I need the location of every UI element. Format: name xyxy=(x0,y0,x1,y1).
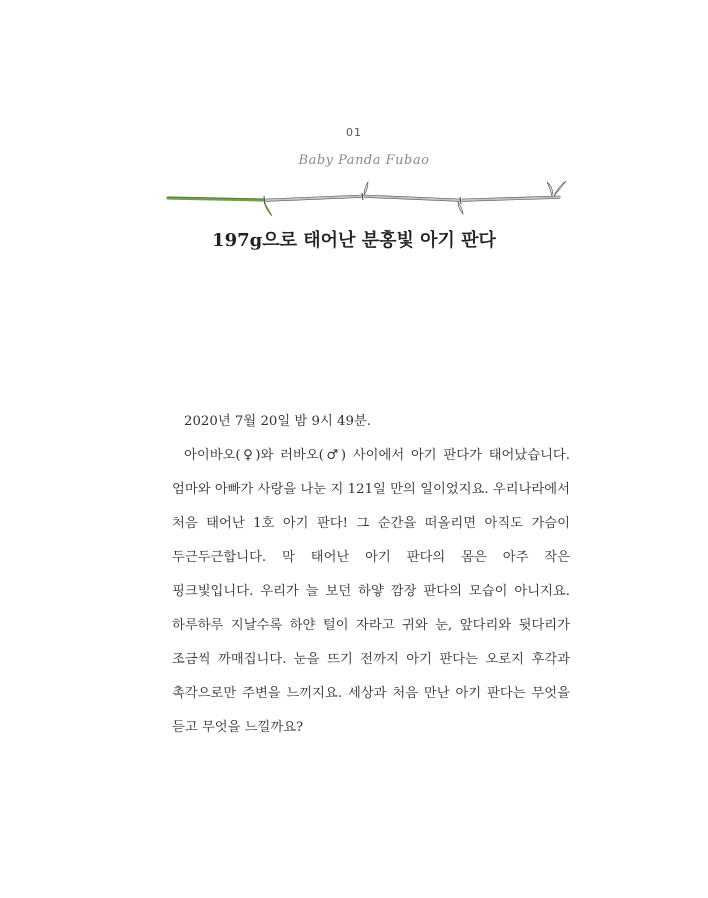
body-text xyxy=(172,405,570,745)
bamboo-leaf-icon xyxy=(547,182,552,196)
paragraph: 아이바오(♀)와 러바오(♂) 사이에서 아기 판다가 태어났습니다. 엄마와 아빠가 사랑을 나눈 지 121일 만의 일이었지요. 우리나라에서 처음 태어난 1호 아기 판다! 그 순간을 떠올리면 아직도 가슴이 두근두근합니다. 막 태어난 아기 판다의 몸은 아주 작은 핑크빛입니다. 우리가 늘 보던 하얗 깜장 판다의 모습이 아니지요. 하루하루 지날수록 하얀 털이 자라고 귀와 눈, 앞다리와 뒷다리가 조금씩 까매집니다. 눈을 뜨기 전까지 아기 판다는 오로지 후각과 촉각으로만 주변을 느끼지요. 세상과 처음 만난 아기 판다는 무엇을 듣고 무엇을 느낄까요? xyxy=(172,448,570,735)
bamboo-divider-illustration xyxy=(160,176,570,220)
chapter-number: 01 xyxy=(346,126,362,139)
paragraph: 2020년 7월 20일 밤 9시 49분. xyxy=(184,414,372,429)
bamboo-leaf-icon xyxy=(554,181,566,196)
chapter-title: 197g으로 태어난 분홍빛 아기 판다 xyxy=(212,230,496,251)
bamboo-leaf-icon xyxy=(364,182,368,195)
bamboo-leaf-icon xyxy=(264,202,272,216)
series-label: Baby Panda Fubao xyxy=(298,153,430,168)
